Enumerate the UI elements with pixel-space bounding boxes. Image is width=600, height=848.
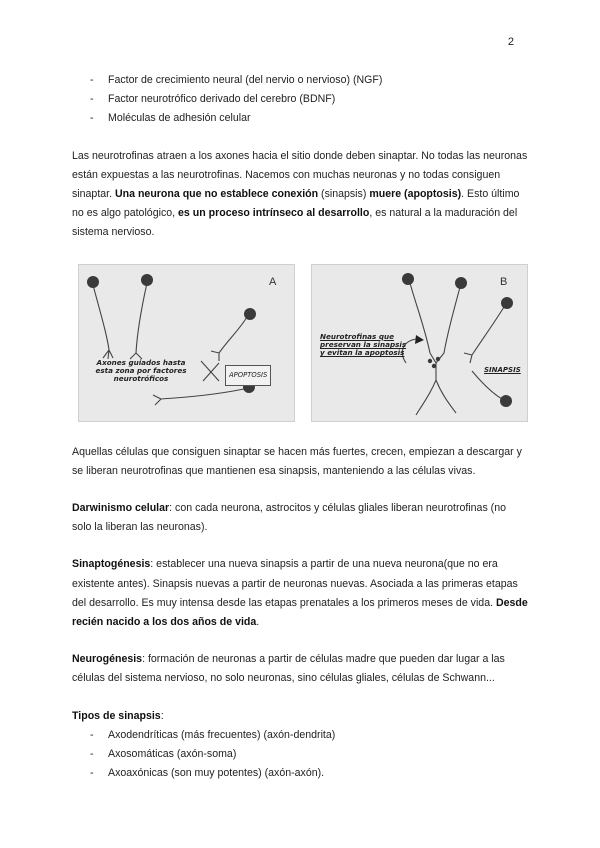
paragraph-synapse-cells: Aquellas células que consiguen sinaptar se hacen más fuertes, crecen, empiezan a descargar y se liberan neurotrofinas que mantienen esa sinapsis, manteniendo a las células vivas. — [72, 445, 522, 477]
panel-b-note: Neurotrofinas que preservan la sinapsis y evitan la apoptosis — [320, 331, 407, 358]
synapse-types-heading: Tipos de sinapsis: — [72, 709, 164, 722]
synapse-types-list — [72, 726, 528, 784]
list-item: - Factor de crecimiento neural (del nervio o nervioso) (NGF) — [72, 71, 528, 90]
figure-panel-a — [78, 264, 295, 422]
paragraph-darwinismo: Darwinismo celular: con cada neurona, astrocitos y células gliales liberan neurotrofinas (no solo la liberan las neuronas). — [72, 502, 506, 534]
paragraph-neurogenesis: Neurogénesis: formación de neuronas a partir de células madre que pueden dar lugar a las células del sistema nervioso, no solo neuronas, sino células gliales, células de Schwann... — [72, 653, 505, 685]
paragraph-sinaptogenesis: Sinaptogénesis: establecer una nueva sinapsis a partir de una nueva neurona(que no era existente antes). Sinapsis nuevas a partir de neuronas nuevas. Asociada a las primeras etapas del desarrollo. Es muy intensa desde las etapas prenatales a los primeros meses de vida. Desde recién nacido a los dos años de vida. — [72, 558, 528, 629]
list-item: - Moléculas de adhesión celular — [72, 109, 528, 128]
paragraph-neurotrophins: Las neurotrofinas atraen a los axones hacia el sitio donde deben sinaptar. No todas las neuronas están expuestas a las neurotrofinas. Nacemos con muchas neuronas y no todas consiguen sinaptar. Una neurona que no establece conexión (sinapsis) muere (apoptosis). Esto último no es algo patológico, es un proceso intrínseco al desarrollo, es natural a la maduración del sistema nervioso. — [72, 149, 528, 239]
sinapsis-tag: SINAPSIS — [484, 365, 521, 374]
neurotrophin-list — [72, 71, 528, 129]
list-item: - Axosomáticas (axón-soma) — [72, 745, 528, 764]
neuron-figure — [78, 264, 528, 422]
panel-b-letter: B — [500, 275, 508, 288]
list-item: - Factor neurotrófico derivado del cerebro (BDNF) — [72, 90, 528, 109]
panel-a-letter: A — [269, 275, 277, 288]
apoptosis-tag: APOPTOSIS — [225, 365, 271, 386]
list-item: - Axodendríticas (más frecuentes) (axón-dendrita) — [72, 726, 528, 745]
page-number: 2 — [507, 36, 514, 48]
panel-a-note: Axones guiados hasta esta zona por factores neurotróficos — [95, 357, 187, 384]
list-item: - Axoaxónicas (son muy potentes) (axón-axón). — [72, 764, 528, 783]
document-body — [72, 71, 528, 783]
figure-panel-b — [311, 264, 528, 422]
